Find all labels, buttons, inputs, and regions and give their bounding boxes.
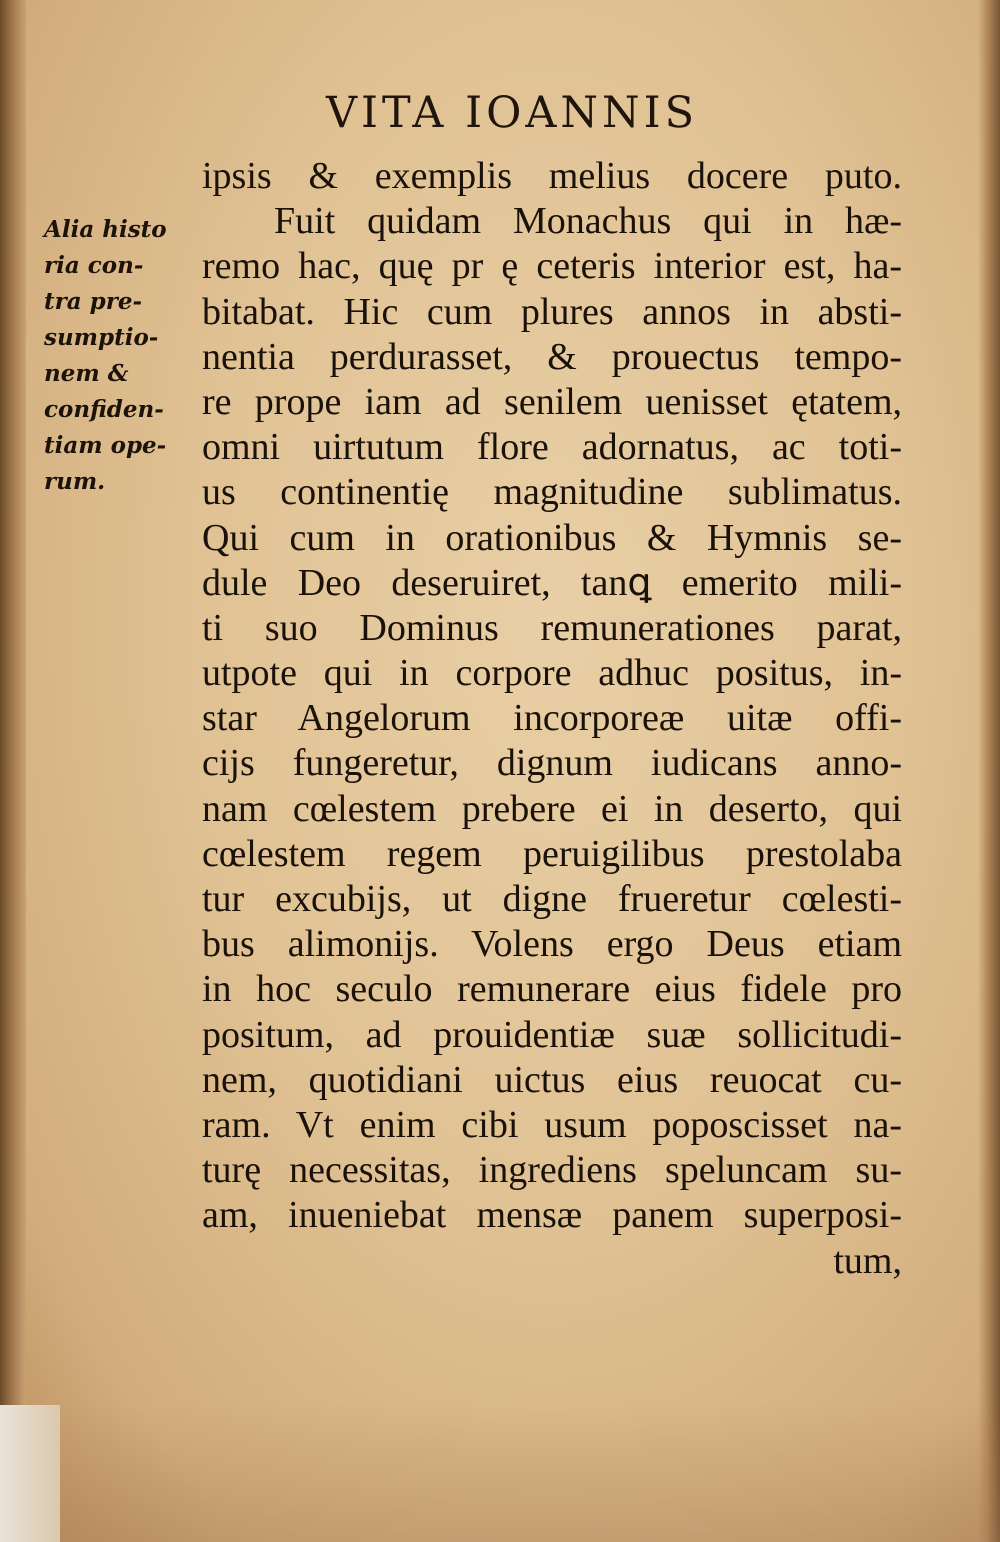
- text-line: bus alimonijs. Volens ergo Deus etiam: [202, 923, 902, 966]
- text-line: utpote qui in corpore adhuc positus, in-: [202, 652, 902, 695]
- text-line: nentia perdurasset, & prouectus tempo-: [202, 335, 902, 378]
- marginal-note-line: ria con-: [44, 252, 144, 279]
- text-line: bitabat. Hic cum plures annos in absti-: [202, 290, 902, 333]
- text-line: am, inueniebat mensæ panem superposi-: [202, 1194, 902, 1237]
- marginal-note-line: tra pre-: [44, 288, 143, 315]
- text-line: omni uirtutum flore adornatus, ac toti-: [202, 426, 902, 469]
- marginal-note-line: nem &: [44, 360, 129, 387]
- main-text-block: [202, 154, 902, 1284]
- text-line: remo hac, quę pr ę ceteris interior est, ha-: [202, 245, 902, 288]
- text-line: nam cœlestem prebere ei in deserto, qui: [202, 787, 902, 830]
- text-line: nem, quotidiani uictus eius reuocat cu-: [202, 1058, 902, 1101]
- text-line: dule Deo deseruiret, tanꝗ emerito mili-: [202, 561, 902, 604]
- text-line: in hoc seculo remunerare eius fidele pro: [202, 968, 902, 1011]
- text-line: ipsis & exemplis melius docere puto.: [202, 155, 902, 197]
- catchword: tum,: [833, 1239, 902, 1282]
- text-line: Fuit quidam Monachus qui in hæ-: [274, 200, 902, 243]
- page-edge-shadow: [978, 0, 1000, 1542]
- marginal-note-line: tiam ope-: [44, 432, 167, 459]
- marginal-note-line: Alia histo: [44, 216, 167, 243]
- page-bottom-shade: [0, 1402, 1000, 1542]
- page-corner: [0, 1405, 60, 1542]
- text-line: star Angelorum incorporeæ uitæ offi-: [202, 697, 902, 740]
- marginal-note-line: sumptio-: [44, 324, 159, 351]
- text-line: cœlestem regem peruigilibus prestolaba: [202, 832, 902, 875]
- marginal-note: [44, 212, 202, 500]
- text-line: positum, ad prouidentiæ suæ sollicitudi-: [202, 1013, 902, 1056]
- text-line: re prope iam ad senilem uenisset ętatem,: [202, 380, 902, 423]
- text-line: us continentię magnitudine sublimatus.: [202, 471, 902, 514]
- page-gutter-shadow: [0, 0, 26, 1542]
- running-title: VITA IOANNIS: [326, 88, 699, 138]
- marginal-note-line: rum.: [44, 468, 106, 495]
- marginal-note-line: confiden-: [44, 396, 164, 423]
- text-line: tur excubijs, ut digne frueretur cœlesti-: [202, 878, 902, 920]
- text-line: ram. Vt enim cibi usum poposcisset na-: [202, 1103, 902, 1146]
- text-line: turę necessitas, ingrediens speluncam su-: [202, 1149, 902, 1192]
- text-line: cijs fungeretur, dignum iudicans anno-: [202, 742, 902, 785]
- text-line: ti suo Dominus remunerationes parat,: [202, 606, 902, 649]
- text-line: Qui cum in orationibus & Hymnis se-: [202, 516, 902, 559]
